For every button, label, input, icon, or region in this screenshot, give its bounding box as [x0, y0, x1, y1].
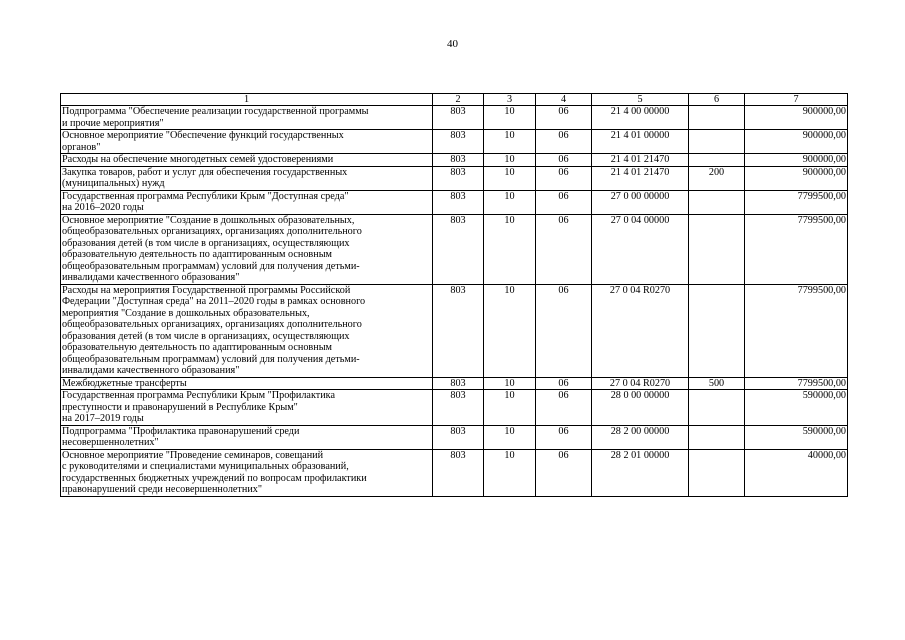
- row-amount: 590000,00: [745, 390, 848, 426]
- row-col-3: 10: [484, 425, 536, 449]
- header-col-4: 4: [536, 94, 592, 106]
- header-col-7: 7: [745, 94, 848, 106]
- row-col-2: 803: [433, 106, 484, 130]
- row-amount: 900000,00: [745, 154, 848, 167]
- header-col-3: 3: [484, 94, 536, 106]
- row-name: Расходы на мероприятия Государственной программы Российской Федерации "Доступная среда" на 2011–2020 годы в рамках основного мероприятия "Создание в дошкольных образовательных, общеобразовательных организациях, организациях дополнительного образования детей (в том числе в организациях, осуществляющих образовательную деятельность по адаптированным основным общеобразовательным программам) условий для получения детьми- инвалидами качественного образования": [61, 284, 433, 377]
- row-col-3: 10: [484, 106, 536, 130]
- row-col-6: [689, 154, 745, 167]
- row-amount: 7799500,00: [745, 284, 848, 377]
- row-name: Основное мероприятие "Создание в дошкольных образовательных, общеобразовательных организациях, организациях дополнительного образования детей (в том числе в организациях, осуществляющих образовательную деятельность по адаптированным основным общеобразовательным программам) условий для получения детьми- инвалидами качественного образования": [61, 214, 433, 284]
- table-row: [61, 130, 848, 154]
- row-col-6: [689, 390, 745, 426]
- row-name: Межбюджетные трансферты: [61, 377, 433, 390]
- row-amount: 7799500,00: [745, 190, 848, 214]
- row-amount: 590000,00: [745, 425, 848, 449]
- row-col-5: 21 4 01 21470: [592, 166, 689, 190]
- row-name: Государственная программа Республики Крым "Доступная среда" на 2016–2020 годы: [61, 190, 433, 214]
- row-col-5: 21 4 01 21470: [592, 154, 689, 167]
- row-amount: 900000,00: [745, 130, 848, 154]
- row-col-2: 803: [433, 425, 484, 449]
- row-amount: 7799500,00: [745, 214, 848, 284]
- row-col-4: 06: [536, 190, 592, 214]
- row-col-4: 06: [536, 377, 592, 390]
- row-name: Основное мероприятие "Проведение семинаров, совещаний с руководителями и специалистами муниципальных образований, государственных бюджетных учреждений по вопросам профилактики правонарушений среди несовершеннолетних": [61, 449, 433, 496]
- header-col-1: 1: [61, 94, 433, 106]
- page-number: 40: [447, 38, 458, 50]
- row-col-2: 803: [433, 390, 484, 426]
- row-col-3: 10: [484, 154, 536, 167]
- row-col-4: 06: [536, 425, 592, 449]
- row-col-2: 803: [433, 377, 484, 390]
- row-col-6: [689, 449, 745, 496]
- table-row: [61, 190, 848, 214]
- table-row: [61, 377, 848, 390]
- header-row: [61, 94, 848, 106]
- row-col-6: [689, 190, 745, 214]
- table-row: [61, 284, 848, 377]
- row-name: Расходы на обеспечение многодетных семей удостоверениями: [61, 154, 433, 167]
- budget-table: [60, 93, 848, 497]
- row-col-4: 06: [536, 214, 592, 284]
- row-col-4: 06: [536, 106, 592, 130]
- row-col-3: 10: [484, 284, 536, 377]
- table-row: [61, 425, 848, 449]
- row-name: Подпрограмма "Обеспечение реализации государственной программы и прочие мероприятия": [61, 106, 433, 130]
- row-col-6: [689, 284, 745, 377]
- row-name: Закупка товаров, работ и услуг для обеспечения государственных (муниципальных) нужд: [61, 166, 433, 190]
- row-col-6: 200: [689, 166, 745, 190]
- row-col-3: 10: [484, 377, 536, 390]
- row-col-5: 21 4 00 00000: [592, 106, 689, 130]
- table-row: [61, 166, 848, 190]
- row-col-5: 28 2 01 00000: [592, 449, 689, 496]
- row-col-6: 500: [689, 377, 745, 390]
- row-col-5: 28 0 00 00000: [592, 390, 689, 426]
- row-col-2: 803: [433, 190, 484, 214]
- row-col-5: 27 0 00 00000: [592, 190, 689, 214]
- table-row: [61, 390, 848, 426]
- row-col-6: [689, 214, 745, 284]
- row-col-2: 803: [433, 449, 484, 496]
- row-col-2: 803: [433, 214, 484, 284]
- row-col-3: 10: [484, 390, 536, 426]
- row-col-5: 21 4 01 00000: [592, 130, 689, 154]
- row-col-3: 10: [484, 214, 536, 284]
- row-col-2: 803: [433, 130, 484, 154]
- row-col-4: 06: [536, 166, 592, 190]
- row-col-2: 803: [433, 154, 484, 167]
- row-col-4: 06: [536, 449, 592, 496]
- table-row: [61, 154, 848, 167]
- table-row: [61, 106, 848, 130]
- row-col-4: 06: [536, 284, 592, 377]
- row-col-2: 803: [433, 284, 484, 377]
- header-col-2: 2: [433, 94, 484, 106]
- table-row: [61, 449, 848, 496]
- row-col-2: 803: [433, 166, 484, 190]
- row-col-5: 28 2 00 00000: [592, 425, 689, 449]
- row-amount: 900000,00: [745, 106, 848, 130]
- header-col-5: 5: [592, 94, 689, 106]
- row-col-6: [689, 425, 745, 449]
- row-name: Подпрограмма "Профилактика правонарушений среди несовершеннолетних": [61, 425, 433, 449]
- row-col-3: 10: [484, 130, 536, 154]
- row-amount: 7799500,00: [745, 377, 848, 390]
- row-col-4: 06: [536, 130, 592, 154]
- row-col-6: [689, 130, 745, 154]
- row-amount: 40000,00: [745, 449, 848, 496]
- row-col-3: 10: [484, 190, 536, 214]
- row-amount: 900000,00: [745, 166, 848, 190]
- row-name: Основное мероприятие "Обеспечение функций государственных органов": [61, 130, 433, 154]
- row-col-6: [689, 106, 745, 130]
- row-col-5: 27 0 04 R0270: [592, 284, 689, 377]
- row-col-3: 10: [484, 449, 536, 496]
- header-col-6: 6: [689, 94, 745, 106]
- row-name: Государственная программа Республики Крым "Профилактика преступности и правонарушений в Республике Крым" на 2017–2019 годы: [61, 390, 433, 426]
- row-col-4: 06: [536, 390, 592, 426]
- row-col-5: 27 0 04 R0270: [592, 377, 689, 390]
- row-col-3: 10: [484, 166, 536, 190]
- table-row: [61, 214, 848, 284]
- row-col-4: 06: [536, 154, 592, 167]
- row-col-5: 27 0 04 00000: [592, 214, 689, 284]
